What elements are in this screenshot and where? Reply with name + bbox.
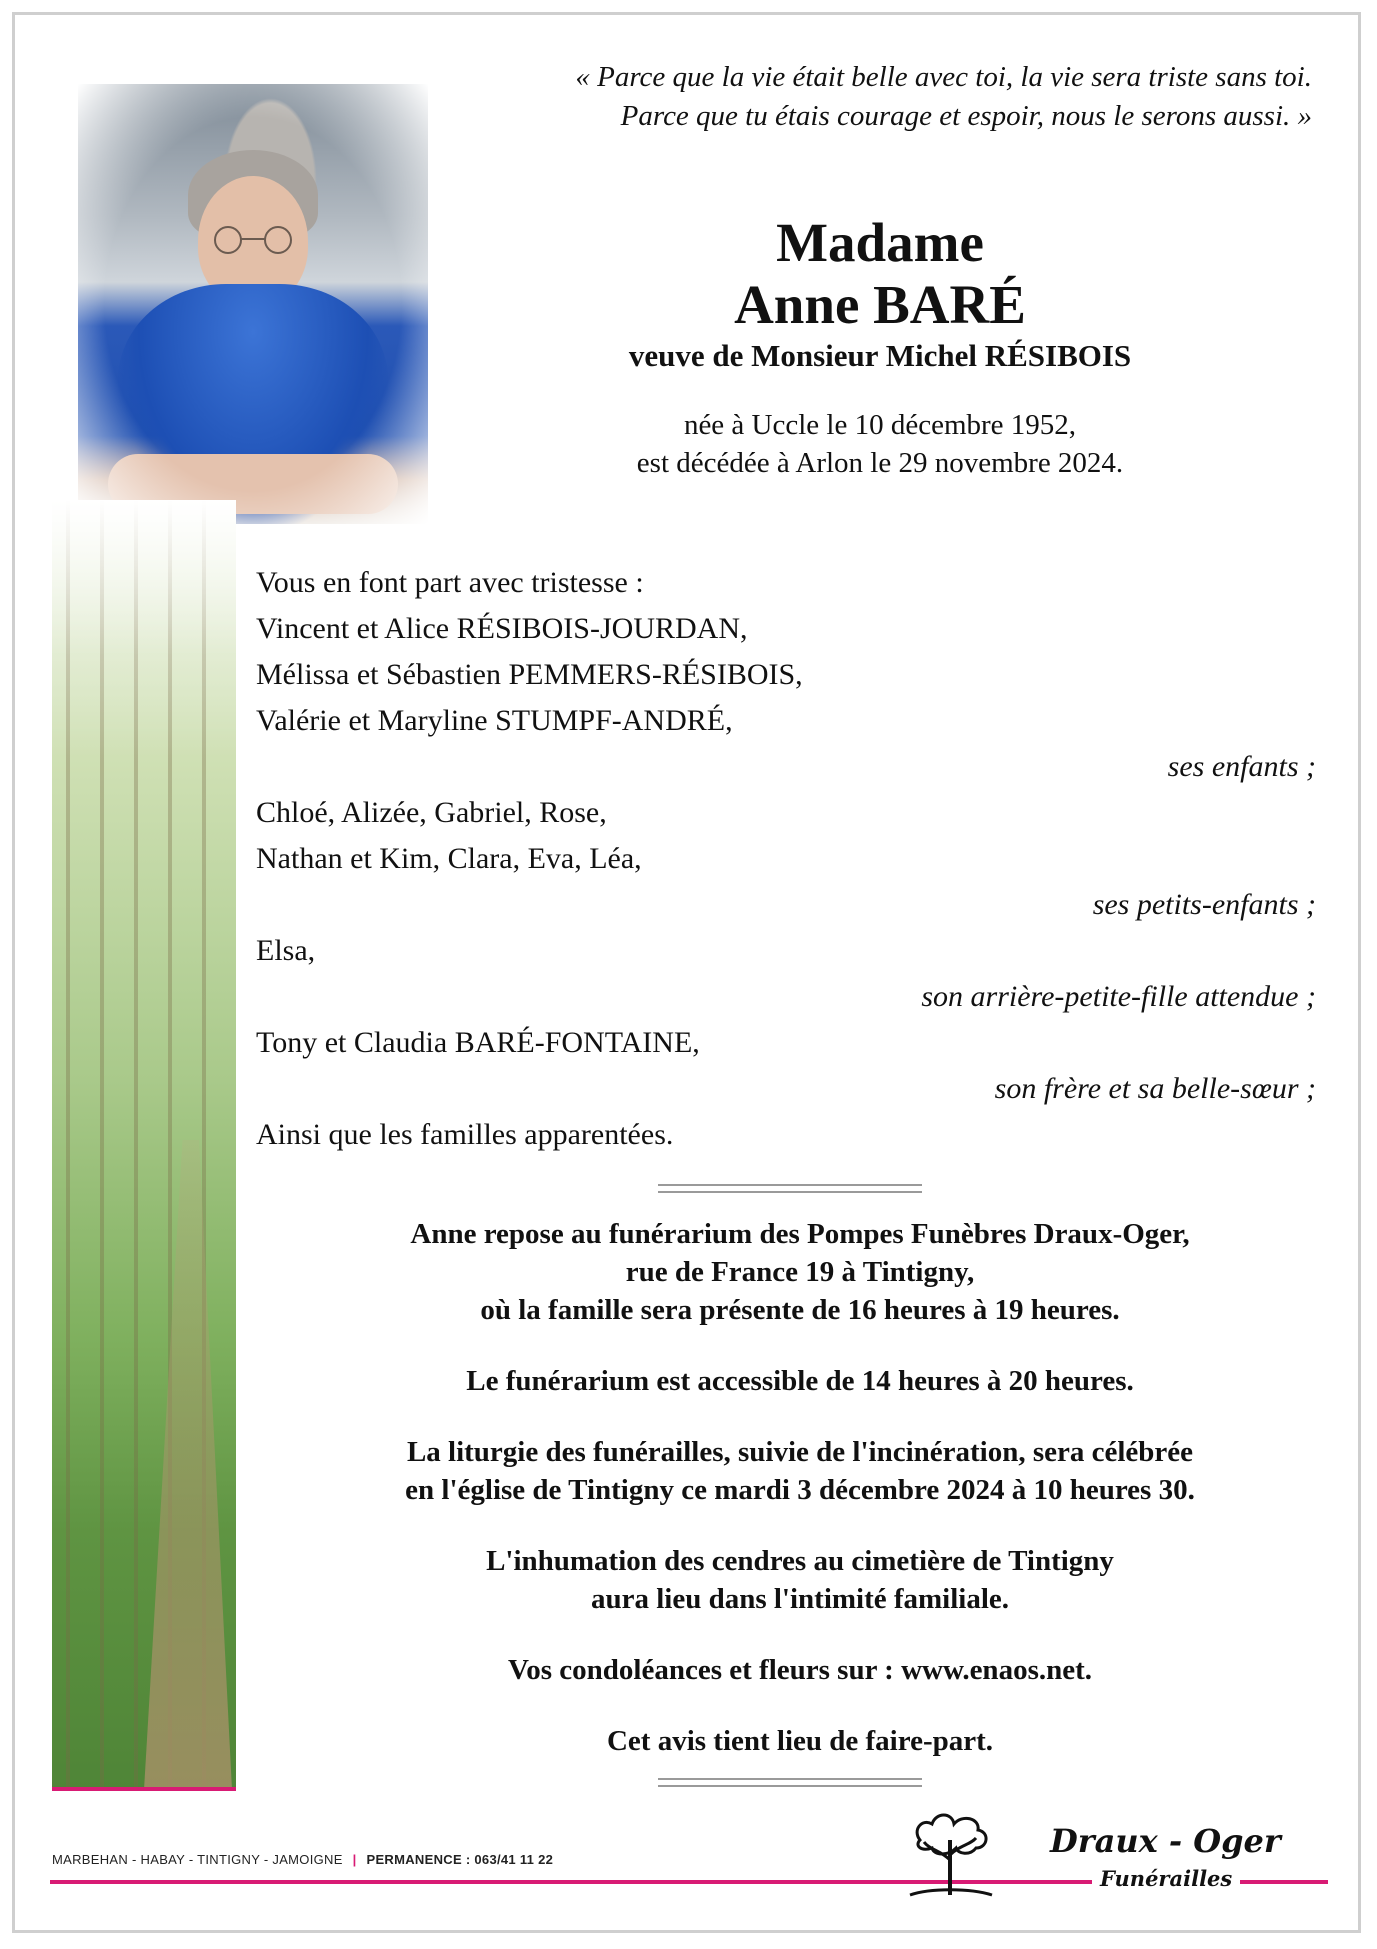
forest-path <box>122 1140 232 1790</box>
family-grandchildren: Chloé, Alizée, Gabriel, Rose, <box>256 796 607 829</box>
family-grandchildren: Nathan et Kim, Clara, Eva, Léa, <box>256 842 642 875</box>
epitaph-quote <box>412 58 1312 136</box>
access-line: Le funérarium est accessible de 14 heures à 20 heures. <box>466 1365 1134 1397</box>
repose-line-3: où la famille sera présente de 16 heures à 19 heures. <box>480 1294 1120 1326</box>
burial-paragraph <box>300 1542 1300 1618</box>
brand-subtitle: Funérailles <box>1092 1866 1240 1891</box>
repose-paragraph <box>300 1215 1300 1329</box>
condolences-line: Vos condoléances et fleurs sur : www.enaos.net. <box>507 1654 1093 1686</box>
section-divider <box>658 1184 922 1193</box>
access-paragraph <box>300 1362 1300 1400</box>
footer-separator: | <box>352 1852 357 1867</box>
deceased-heading <box>390 212 1370 482</box>
repose-line-1: Anne repose au funérarium des Pompes Funèbres Draux-Oger, <box>410 1218 1190 1250</box>
footer-permanence: PERMANENCE : 063/41 11 22 <box>366 1852 554 1867</box>
liturgy-line-2: en l'église de Tintigny ce mardi 3 décembre 2024 à 10 heures 30. <box>405 1474 1195 1506</box>
deceased-name: Anne BARÉ <box>734 274 1026 335</box>
family-child: Vincent et Alice RÉSIBOIS-JOURDAN, <box>256 612 748 645</box>
forest-accent-line <box>52 1787 236 1791</box>
condolences-paragraph <box>300 1651 1300 1689</box>
liturgy-line-1: La liturgie des funérailles, suivie de l'incinération, sera célébrée <box>406 1436 1194 1468</box>
footer-towns: MARBEHAN - HABAY - TINTIGNY - JAMOIGNE <box>52 1852 343 1867</box>
great-grandchild-role: son arrière-petite-fille attendue ; <box>921 980 1316 1013</box>
honorific: Madame <box>776 212 984 273</box>
family-closing: Ainsi que les familles apparentées. <box>256 1118 674 1151</box>
family-list <box>256 560 1316 1158</box>
portrait-photo <box>78 84 428 524</box>
quote-line-2: Parce que tu étais courage et espoir, nous le serons aussi. » <box>620 100 1312 132</box>
birth-line: née à Uccle le 10 décembre 1952, <box>683 409 1077 441</box>
family-intro: Vous en font part avec tristesse : <box>256 566 644 599</box>
portrait-glasses <box>206 224 302 256</box>
repose-line-2: rue de France 19 à Tintigny, <box>625 1256 975 1288</box>
family-child: Mélissa et Sébastien PEMMERS-RÉSIBOIS, <box>256 658 803 691</box>
death-line: est décédée à Arlon le 29 novembre 2024. <box>636 447 1124 479</box>
brand-name: Draux - Oger <box>1050 1822 1281 1860</box>
footer-contact <box>52 1852 553 1867</box>
family-child: Valérie et Maryline STUMPF-ANDRÉ, <box>256 704 733 737</box>
forest-decoration <box>52 500 236 1790</box>
funeral-info <box>300 1215 1300 1793</box>
liturgy-paragraph <box>300 1433 1300 1509</box>
burial-line-2: aura lieu dans l'intimité familiale. <box>590 1583 1010 1615</box>
family-sibling: Tony et Claudia BARÉ-FONTAINE, <box>256 1026 700 1059</box>
sibling-role: son frère et sa belle-sœur ; <box>994 1072 1316 1105</box>
section-divider <box>658 1778 922 1787</box>
life-dates <box>390 406 1370 482</box>
notice-line: Cet avis tient lieu de faire-part. <box>606 1725 994 1757</box>
grandchildren-role: ses petits-enfants ; <box>1092 888 1316 921</box>
children-role: ses enfants ; <box>1167 750 1316 783</box>
quote-line-1: « Parce que la vie était belle avec toi, la vie sera triste sans toi. <box>575 61 1312 93</box>
burial-line-1: L'inhumation des cendres au cimetière de Tintigny <box>486 1545 1114 1577</box>
tree-logo-icon <box>900 1800 1000 1900</box>
family-great-grandchild: Elsa, <box>256 934 316 967</box>
notice-paragraph <box>300 1722 1300 1760</box>
widow-line: veuve de Monsieur Michel RÉSIBOIS <box>628 338 1132 373</box>
